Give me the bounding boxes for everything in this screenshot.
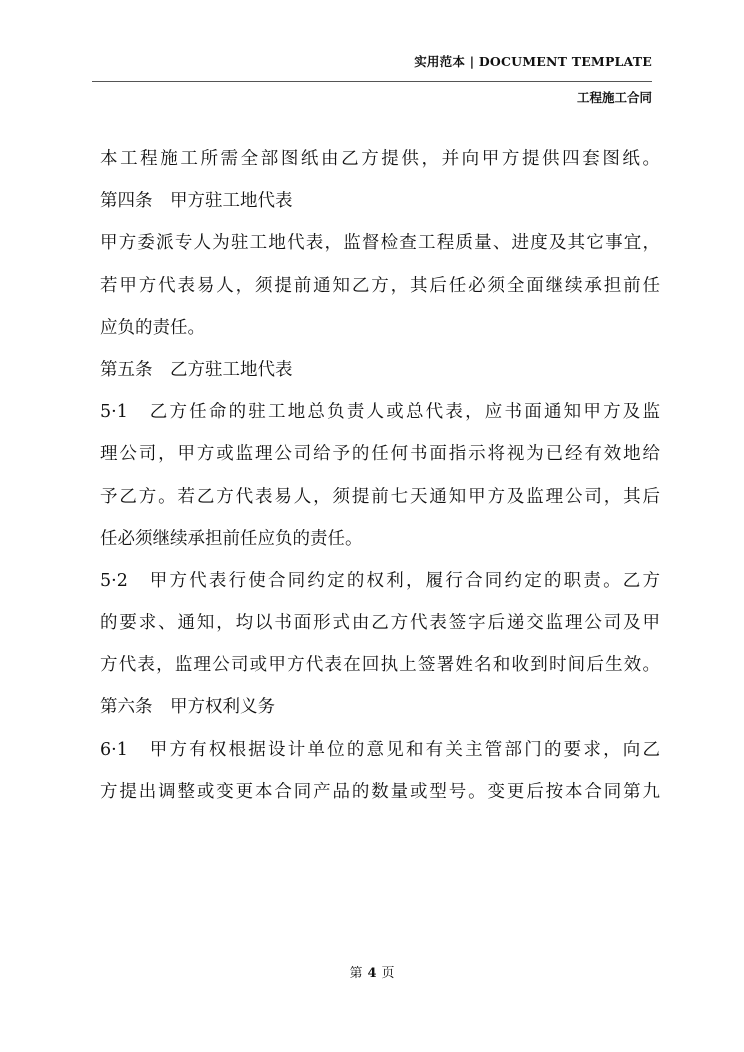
page-footer [0, 962, 744, 981]
text-line-15: 6·1 甲方有权根据设计单位的意见和有关主管部门的要求，向乙 [100, 739, 660, 760]
clause-4-heading: 第四条 甲方驻工地代表 [100, 191, 293, 212]
text-line-11: 5·2 甲方代表行使合同约定的权利，履行合同约定的职责。乙方 [100, 570, 660, 591]
header-divider [92, 81, 652, 82]
text-line-4: 若甲方代表易人，须提前通知乙方，其后任必须全面继续承担前任 [100, 275, 660, 296]
contract-body [100, 138, 660, 813]
text-line-16: 方提出调整或变更本合同产品的数量或型号。变更后按本合同第九 [100, 781, 660, 802]
text-line-7: 5·1 乙方任命的驻工地总负责人或总代表，应书面通知甲方及监 [100, 402, 660, 423]
header-brand: 实用范本 | DOCUMENT TEMPLATE [414, 54, 652, 69]
text-line-13: 方代表，监理公司或甲方代表在回执上签署姓名和收到时间后生效。 [100, 655, 660, 676]
text-line-1: 本工程施工所需全部图纸由乙方提供，并向甲方提供四套图纸。 [100, 149, 660, 169]
page-number: 4 [367, 966, 377, 981]
text-line-9: 予乙方。若乙方代表易人，须提前七天通知甲方及监理公司，其后 [100, 486, 660, 507]
text-line-8: 理公司，甲方或监理公司给予的任何书面指示将视为已经有效地给 [100, 444, 660, 465]
text-line-10: 任必须继续承担前任应负的责任。 [100, 528, 363, 549]
clause-5-heading: 第五条 乙方驻工地代表 [100, 359, 293, 380]
text-line-12: 的要求、通知，均以书面形式由乙方代表签字后递交监理公司及甲 [100, 613, 660, 634]
text-line-5: 应负的责任。 [100, 317, 205, 338]
document-title: 工程施工合同 [576, 90, 652, 105]
page-prefix: 第 [349, 966, 363, 981]
page-suffix: 页 [381, 966, 395, 981]
clause-6-heading: 第六条 甲方权利义务 [100, 697, 275, 718]
text-line-3: 甲方委派专人为驻工地代表，监督检查工程质量、进度及其它事宜， [100, 233, 660, 254]
